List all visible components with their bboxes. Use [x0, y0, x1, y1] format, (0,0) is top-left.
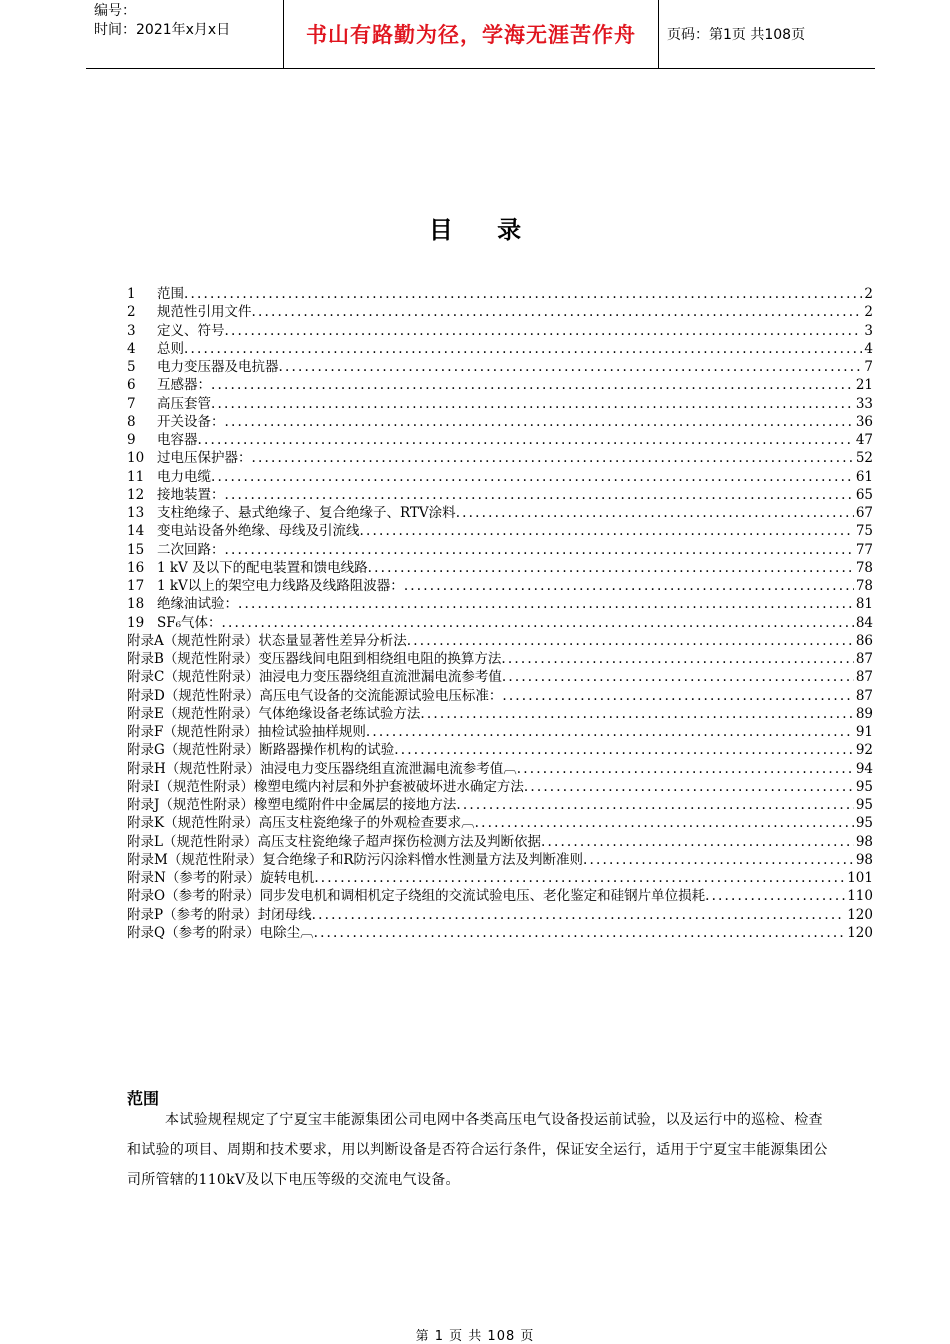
- toc-entry-page: 2: [864, 286, 873, 302]
- toc-entry[interactable]: [127, 522, 873, 540]
- toc-entry-page: 84: [855, 614, 873, 631]
- toc-entry[interactable]: [127, 741, 873, 759]
- toc-entry-page: 78: [855, 578, 873, 594]
- toc-entry-title: （规范性附录）抽检试验抽样规则: [163, 724, 366, 740]
- toc-entry[interactable]: [127, 504, 873, 522]
- toc-entry[interactable]: [127, 668, 873, 686]
- toc-entry-page: 95: [855, 815, 873, 832]
- toc-entry[interactable]: [127, 449, 873, 467]
- toc-entry[interactable]: [127, 595, 873, 613]
- toc-entry-page: 92: [855, 742, 873, 759]
- toc-leader-dots: [368, 559, 854, 577]
- toc-entry[interactable]: [127, 577, 873, 595]
- toc-entry-title: 绝缘油试验：: [157, 596, 238, 613]
- section-heading: 范围: [127, 1089, 160, 1108]
- toc-entry-page: 98: [855, 851, 873, 868]
- toc-entry[interactable]: [127, 413, 873, 431]
- toc-entry-number: 3: [127, 322, 136, 339]
- toc-entry-title: （规范性附录）橡塑电缆内衬层和外护套被破坏进水确定方法: [159, 778, 524, 795]
- toc-leader-dots: [225, 322, 863, 340]
- section-body: 本试验规程规定了宁夏宝丰能源集团公司电网中各类高压电气设备投运前试验，以及运行中的巡检、检查和试验的项目、周期和技术要求，用以判断设备是否符合运行条件，保证安全运行，适用于宁夏宝丰能源集团公司所管辖的110kV及以下电压等级的交流电气设备。: [127, 1112, 828, 1188]
- toc-entry[interactable]: [127, 303, 873, 321]
- toc-entry-number: 附录N: [127, 870, 166, 886]
- toc-entry-title: 高压套管: [157, 395, 211, 412]
- toc-entry[interactable]: [127, 322, 873, 340]
- toc-entry-title: （规范性附录）气体绝缘设备老练试验方法: [163, 705, 421, 722]
- toc-entry-number: 附录E: [127, 705, 164, 722]
- toc-entry[interactable]: [127, 614, 873, 632]
- toc-entry-number: 19: [127, 614, 145, 631]
- toc-entry-title: （规范性附录）高压支柱瓷绝缘子的外观检查要求︹: [164, 815, 475, 832]
- toc-entry-title: （参考的附录）旋转电机: [165, 870, 315, 886]
- toc-entry-page: 98: [855, 833, 873, 850]
- toc-entry[interactable]: [127, 833, 873, 851]
- toc-entry-number: 附录A: [127, 632, 164, 649]
- toc-entry-title: 接地装置：: [157, 486, 225, 503]
- toc-entry-number: 附录C: [127, 669, 165, 686]
- toc-leader-dots: [225, 413, 854, 431]
- toc-entry-number: 附录B: [127, 651, 164, 667]
- toc-leader-dots: [279, 358, 863, 376]
- toc-entry-title: （规范性附录）高压支柱瓷绝缘子超声探伤检测方法及判断依据: [162, 833, 541, 850]
- toc-entry-number: 5: [127, 359, 136, 375]
- toc-entry-page: 87: [855, 651, 873, 667]
- toc-leader-dots: [312, 906, 846, 924]
- toc-entry-number: 附录L: [127, 833, 163, 850]
- toc-entry-title: （参考的附录）同步发电机和调相机定子绕组的交流试验电压、老化鉴定和硅钢片单位损耗: [165, 888, 706, 905]
- toc-leader-dots: [583, 851, 854, 869]
- toc-entry[interactable]: [127, 851, 873, 869]
- toc-entry-title: （规范性附录）状态量显著性差异分析法: [163, 632, 407, 649]
- toc-entry-title: （规范性附录）复合绝缘子和R防污闪涂料憎水性测量方法及判断准则: [167, 851, 583, 868]
- toc-entry[interactable]: [127, 723, 873, 741]
- toc-entry-title: 定义、符号: [157, 322, 225, 339]
- toc-entry-page: 21: [855, 377, 873, 394]
- toc-entry[interactable]: [127, 468, 873, 486]
- toc-leader-dots: [314, 924, 846, 942]
- toc-entry-number: 8: [127, 413, 136, 430]
- toc-leader-dots: [541, 833, 854, 851]
- toc-entry-title: （规范性附录）油浸电力变压器绕组直流泄漏电流参考值︹: [165, 760, 517, 777]
- page-header: [86, 0, 875, 69]
- toc-entry-title: 1 kV以上的架空电力线路及线路阻波器：: [157, 578, 404, 594]
- toc-entry-page: 94: [855, 760, 873, 777]
- toc-entry[interactable]: [127, 687, 873, 705]
- toc-entry-page: 65: [855, 486, 873, 503]
- toc-entry-title: 变电站设备外绝缘、母线及引流线: [157, 523, 360, 540]
- toc-entry-page: 87: [855, 669, 873, 686]
- toc-leader-dots: [360, 522, 854, 540]
- header-page-info: 页码：第1页 共108页: [667, 27, 806, 43]
- toc-entry-number: 附录D: [127, 687, 165, 704]
- toc-entry-page: 47: [855, 432, 873, 448]
- toc-entry-title: 支柱绝缘子、悬式绝缘子、复合绝缘子、RTV涂料: [157, 505, 456, 521]
- toc-entry-number: 16: [127, 559, 145, 576]
- toc-entry-number: 附录K: [127, 815, 165, 832]
- toc-entry-page: 89: [855, 705, 873, 722]
- toc-entry-page: 3: [864, 322, 873, 339]
- toc-leader-dots: [238, 595, 854, 613]
- toc-entry-number: 7: [127, 395, 136, 412]
- toc-leader-dots: [252, 449, 854, 467]
- document-date: 时间：2021年x月x日: [94, 22, 231, 38]
- toc-entry-title: 电容器: [157, 432, 198, 448]
- toc-entry-page: 36: [855, 413, 873, 430]
- toc-entry[interactable]: [127, 541, 873, 559]
- toc-entry-page: 4: [864, 340, 873, 357]
- toc-entry-title: （规范性附录）断路器操作机构的试验: [164, 742, 395, 759]
- toc-entry-page: 7: [864, 359, 873, 375]
- toc-entry[interactable]: [127, 376, 873, 394]
- toc-entry-number: 9: [127, 432, 136, 448]
- toc-entry-number: 18: [127, 596, 145, 613]
- toc-entry-number: 12: [127, 486, 145, 503]
- toc-entry-title: （规范性附录）高压电气设备的交流能源试验电压标准：: [164, 687, 503, 704]
- toc-leader-dots: [211, 468, 854, 486]
- toc-leader-dots: [222, 614, 854, 632]
- toc-entry[interactable]: [127, 340, 873, 358]
- toc-leader-dots: [225, 486, 854, 504]
- toc-entry-page: 120: [847, 906, 873, 923]
- toc-entry[interactable]: [127, 285, 873, 303]
- toc-leader-dots: [502, 668, 854, 686]
- toc-entry[interactable]: [127, 632, 873, 650]
- toc-entry-page: 81: [855, 596, 873, 613]
- toc-entry[interactable]: [127, 796, 873, 814]
- toc-entry[interactable]: [127, 869, 873, 887]
- toc-entry-title: 开关设备：: [157, 413, 225, 430]
- toc-entry-title: （规范性附录）橡塑电缆附件中金属层的接地方法: [159, 797, 457, 813]
- toc-entry-number: 附录J: [127, 797, 160, 813]
- toc-entry-number: 附录Q: [127, 924, 166, 941]
- toc-entry-number: 13: [127, 505, 145, 521]
- toc-leader-dots: [252, 303, 863, 321]
- toc-entry-page: 86: [855, 632, 873, 649]
- toc-entry-number: 附录P: [127, 906, 164, 923]
- toc-entry[interactable]: [127, 887, 873, 905]
- toc-leader-dots: [314, 869, 845, 887]
- toc-leader-dots: [211, 395, 854, 413]
- toc-entry-page: 61: [855, 468, 873, 485]
- toc-entry-page: 33: [855, 395, 873, 412]
- toc-entry[interactable]: [127, 358, 873, 376]
- toc-entry-title: （规范性附录）变压器线间电阻到相绕组电阻的换算方法: [163, 651, 502, 667]
- toc-entry-page: 101: [847, 870, 873, 886]
- toc-entry-title: 过电压保护器：: [157, 450, 252, 467]
- toc-entry-number: 17: [127, 578, 145, 594]
- toc-leader-dots: [705, 887, 845, 905]
- toc-entry[interactable]: [127, 705, 873, 723]
- toc-leader-dots: [456, 796, 853, 814]
- toc-entry-title: 电力变压器及电抗器: [157, 359, 279, 375]
- toc-leader-dots: [225, 541, 854, 559]
- toc-entry[interactable]: [127, 814, 873, 832]
- toc-entry-number: 14: [127, 523, 145, 540]
- toc-leader-dots: [184, 285, 862, 303]
- toc-leader-dots: [394, 741, 854, 759]
- toc-entry[interactable]: [127, 760, 873, 778]
- toc-leader-dots: [366, 723, 854, 741]
- toc-entry-number: 附录F: [127, 724, 164, 740]
- toc-entry-number: 附录O: [127, 888, 166, 905]
- toc-entry-page: 78: [855, 559, 873, 576]
- toc-entry[interactable]: [127, 924, 873, 942]
- toc-entry-title: 互感器：: [157, 377, 211, 394]
- toc-entry-page: 75: [855, 523, 873, 540]
- toc-leader-dots: [404, 577, 854, 595]
- toc-entry[interactable]: [127, 778, 873, 796]
- toc-entry-page: 52: [855, 450, 873, 467]
- toc-entry-title: 1 kV 及以下的配电装置和馈电线路: [157, 559, 368, 576]
- toc-entry[interactable]: [127, 650, 873, 668]
- toc-entry-number: 附录M: [127, 851, 168, 868]
- toc-entry-number: 10: [127, 450, 145, 467]
- toc-entry-number: 附录I: [127, 778, 160, 795]
- toc-entry-number: 11: [127, 468, 145, 485]
- toc-entry-title: 总则: [157, 340, 184, 357]
- toc-entry-page: 95: [855, 797, 873, 813]
- toc-entry-title: 范围: [157, 286, 184, 302]
- toc-entry-title: 电力电缆: [157, 468, 211, 485]
- toc-entry-page: 77: [855, 541, 873, 558]
- toc-leader-dots: [475, 814, 854, 832]
- header-meta: [86, 0, 284, 68]
- toc-leader-dots: [517, 760, 854, 778]
- toc-entry-number: 附录H: [127, 760, 166, 777]
- header-motto: 书山有路勤为径，学海无涯苦作舟: [284, 0, 659, 68]
- toc-entry-title: （规范性附录）油浸电力变压器绕组直流泄漏电流参考值: [164, 669, 502, 686]
- toc-entry-page: 91: [855, 724, 873, 740]
- toc-entry-number: 2: [127, 304, 136, 321]
- toc-entry[interactable]: [127, 906, 873, 924]
- toc-title: 目 录: [428, 216, 540, 244]
- toc-entry-number: 4: [127, 340, 136, 357]
- toc-entry-number: 1: [127, 286, 136, 302]
- toc-entry[interactable]: [127, 559, 873, 577]
- toc-entry-page: 87: [855, 687, 873, 704]
- toc-entry-number: 6: [127, 377, 136, 394]
- toc-entry-page: 120: [847, 924, 873, 941]
- toc-entry-title: 二次回路：: [157, 541, 225, 558]
- toc-leader-dots: [198, 431, 854, 449]
- toc-leader-dots: [502, 687, 853, 705]
- toc-entry-title: SF₆气体：: [157, 614, 222, 631]
- toc-entry-title: （参考的附录）电除尘︹: [165, 924, 314, 941]
- toc-entry-page: 110: [847, 888, 873, 905]
- toc-leader-dots: [456, 504, 854, 522]
- toc-entry-page: 2: [864, 304, 873, 321]
- toc-entry[interactable]: [127, 395, 873, 413]
- toc-leader-dots: [420, 705, 853, 723]
- page-footer: 第 1 页 共 108 页: [415, 1329, 535, 1344]
- toc-leader-dots: [524, 778, 854, 796]
- toc-leader-dots: [211, 376, 854, 394]
- toc-entry-page: 67: [855, 505, 873, 521]
- toc-leader-dots: [407, 632, 854, 650]
- toc-leader-dots: [184, 340, 862, 358]
- table-of-contents: [127, 285, 873, 942]
- toc-entry[interactable]: [127, 486, 873, 504]
- document-code-label: 编号：: [94, 3, 136, 19]
- toc-entry[interactable]: [127, 431, 873, 449]
- toc-entry-number: 15: [127, 541, 145, 558]
- toc-entry-title: （参考的附录）封闭母线: [163, 906, 312, 923]
- toc-leader-dots: [501, 650, 853, 668]
- toc-entry-title: 规范性引用文件: [157, 304, 252, 321]
- toc-entry-page: 95: [855, 778, 873, 795]
- toc-entry-number: 附录G: [127, 742, 165, 759]
